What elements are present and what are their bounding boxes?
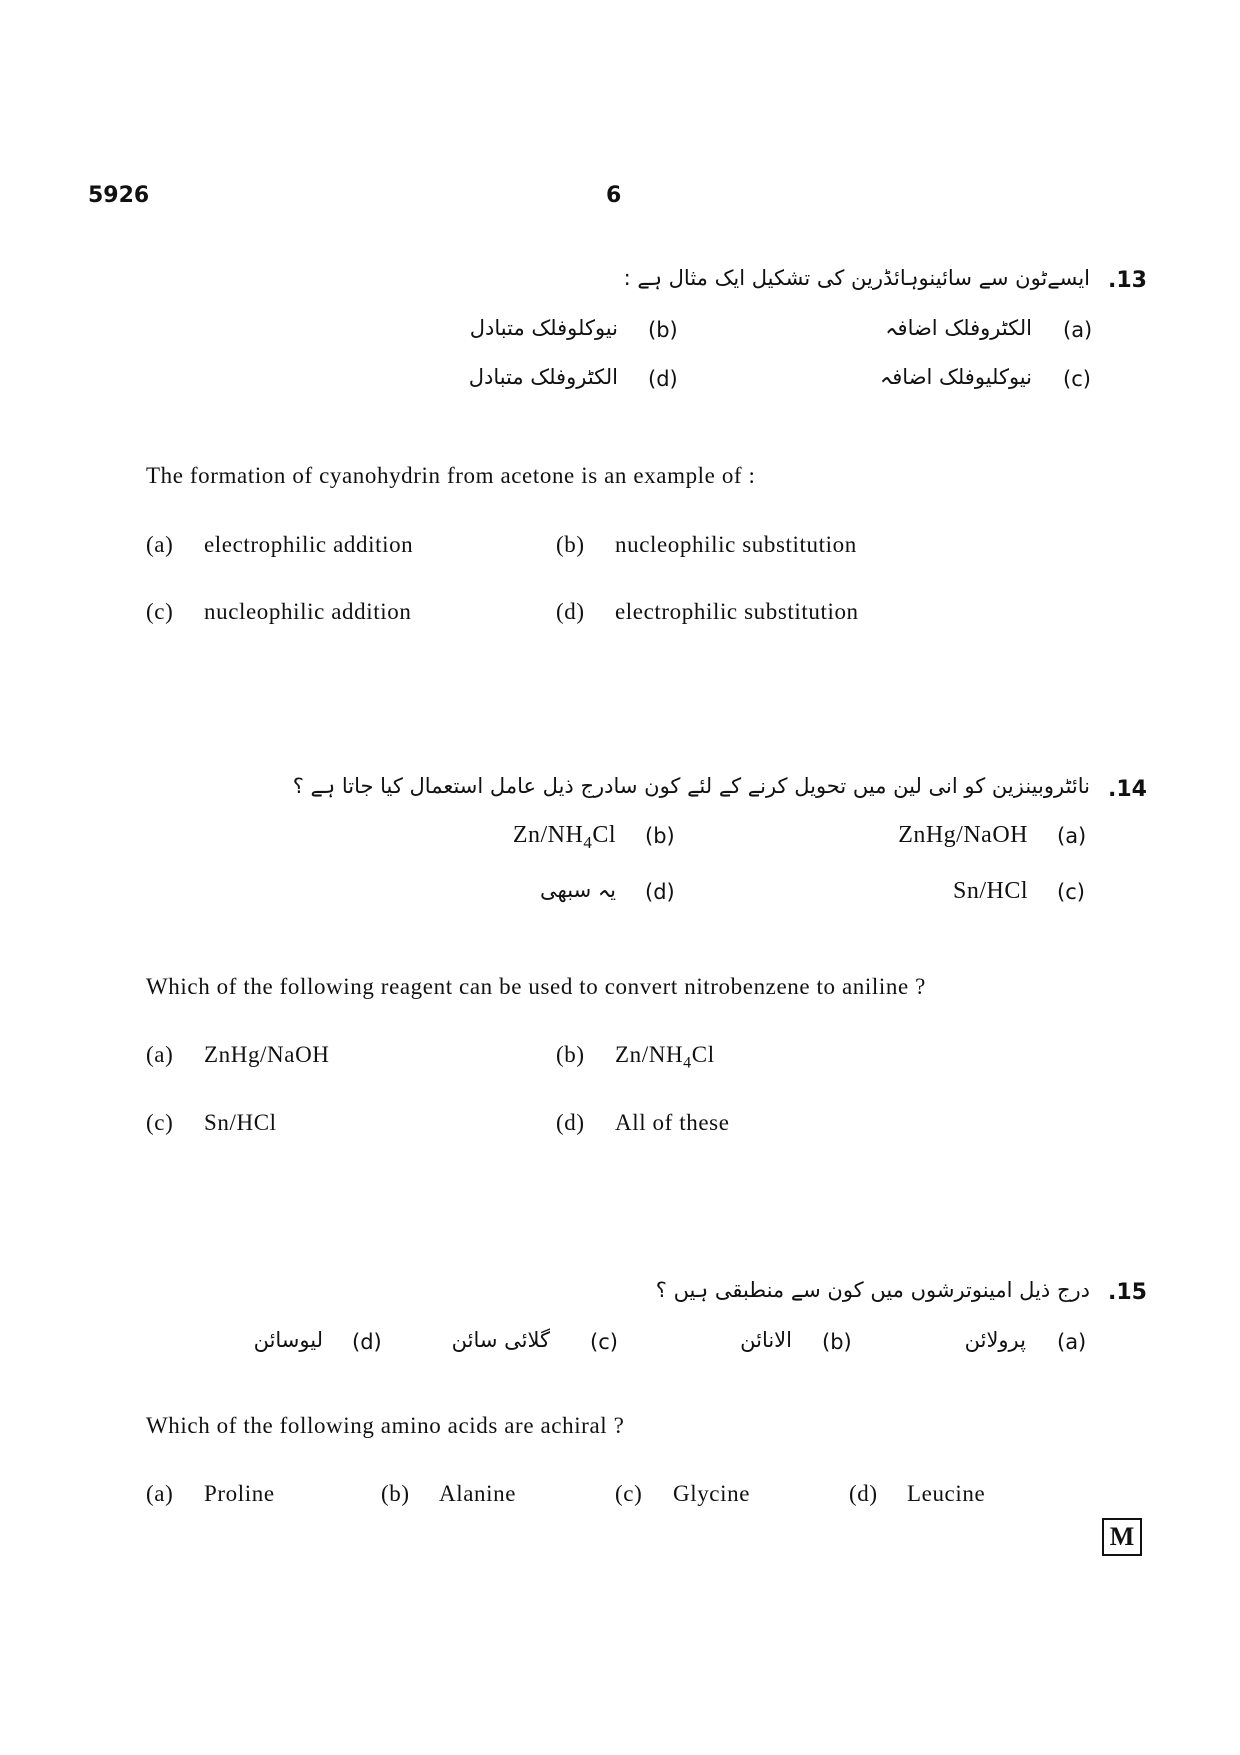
q14-urdu-question: نائٹروبینزین کو انی لین میں تحویل کرنے کے لئے کون سادرج ذیل عامل استعمال کیا جاتا ہے ؟ — [292, 774, 1090, 798]
q15-number: .15 — [1108, 1280, 1147, 1305]
paper-code: 5926 — [88, 183, 150, 208]
q13-urdu-question: ایسےٹون سے سائینوہائڈرین کی تشکیل ایک مثال ہے : — [623, 266, 1090, 290]
q13-urdu-option-c-label: (c) — [1063, 367, 1091, 391]
q14-english-option-c: Sn/HCl — [204, 1110, 277, 1135]
q15-urdu-option-b: الانائن — [740, 1328, 792, 1352]
q14-urdu-option-c-label: (c) — [1057, 880, 1085, 904]
q14-urdu-option-b-label: (b) — [645, 824, 675, 848]
q13-english-option-b: nucleophilic substitution — [615, 532, 857, 557]
q13-english-option-c: nucleophilic addition — [204, 599, 412, 624]
q14-urdu-option-a-label: (a) — [1057, 824, 1087, 848]
q14-urdu-option-d-label: (d) — [645, 880, 675, 904]
q15-urdu-option-d: لیوسائن — [253, 1328, 323, 1352]
q14-english-option-b: $Zn/NH_4Cl$ — [615, 1042, 715, 1072]
q13-english-option-c-label: (c) — [146, 599, 174, 624]
q15-english-option-b-label: (b) — [381, 1481, 410, 1506]
q14-english-option-b-label: (b) — [556, 1042, 585, 1067]
q13-urdu-option-a: الکٹروفلک اضافہ — [885, 316, 1032, 340]
q14-english-option-a: ZnHg/NaOH — [204, 1042, 330, 1067]
q13-urdu-option-d-label: (d) — [648, 367, 678, 391]
q14-english-question: Which of the following reagent can be used to convert nitrobenzene to aniline ? — [146, 974, 926, 999]
q15-english-option-b: Alanine — [439, 1481, 517, 1506]
q15-urdu-option-c-label: (c) — [590, 1330, 618, 1354]
q13-english-option-d: electrophilic substitution — [615, 599, 859, 624]
q15-urdu-question: درج ذیل امینوترشوں میں کون سے منطبقی ہیں ؟ — [655, 1278, 1090, 1302]
q13-english-option-a: electrophilic addition — [204, 532, 414, 557]
q14-english-option-d-label: (d) — [556, 1110, 585, 1135]
q14-urdu-option-b: $Zn/NH_4Cl$ — [512, 822, 616, 852]
q15-english-option-a-label: (a) — [146, 1481, 174, 1506]
q15-english-question: Which of the following amino acids are achiral ? — [146, 1413, 625, 1438]
q13-english-option-a-label: (a) — [146, 532, 174, 557]
q14-english-option-d: All of these — [615, 1110, 730, 1135]
q13-english-option-b-label: (b) — [556, 532, 585, 557]
q14-english-option-a-label: (a) — [146, 1042, 174, 1067]
q15-english-option-c: Glycine — [673, 1481, 751, 1506]
q15-urdu-option-a: پرولائن — [964, 1328, 1026, 1352]
q13-urdu-option-a-label: (a) — [1063, 318, 1093, 342]
q13-urdu-option-b-label: (b) — [648, 318, 678, 342]
q13-english-option-d-label: (d) — [556, 599, 585, 624]
q14-urdu-option-d: یہ سبھی — [540, 878, 616, 902]
q13-english-question: The formation of cyanohydrin from acetone is an example of : — [146, 463, 756, 488]
q14-english-option-c-label: (c) — [146, 1110, 174, 1135]
q15-english-option-c-label: (c) — [615, 1481, 643, 1506]
q14-urdu-option-a: ZnHg/NaOH — [898, 822, 1028, 848]
q13-urdu-option-d: الکٹروفلک متبادل — [468, 365, 618, 389]
q13-urdu-option-b: نیوکلوفلک متبادل — [469, 316, 618, 340]
q15-english-option-d-label: (d) — [849, 1481, 878, 1506]
q15-urdu-option-a-label: (a) — [1057, 1330, 1087, 1354]
q15-english-option-a: Proline — [204, 1481, 275, 1506]
q15-english-option-d: Leucine — [907, 1481, 986, 1506]
q15-urdu-option-c: گلائی سائن — [451, 1328, 550, 1352]
q13-number: .13 — [1108, 268, 1147, 293]
q14-number: .14 — [1108, 777, 1147, 802]
q14-urdu-option-c: Sn/HCl — [952, 878, 1028, 904]
page-number: 6 — [606, 183, 622, 208]
q13-urdu-option-c: نیوکلیوفلک اضافہ — [879, 365, 1032, 389]
paper-mark-box: M — [1102, 1518, 1142, 1556]
q15-urdu-option-d-label: (d) — [352, 1330, 382, 1354]
q15-urdu-option-b-label: (b) — [822, 1330, 852, 1354]
